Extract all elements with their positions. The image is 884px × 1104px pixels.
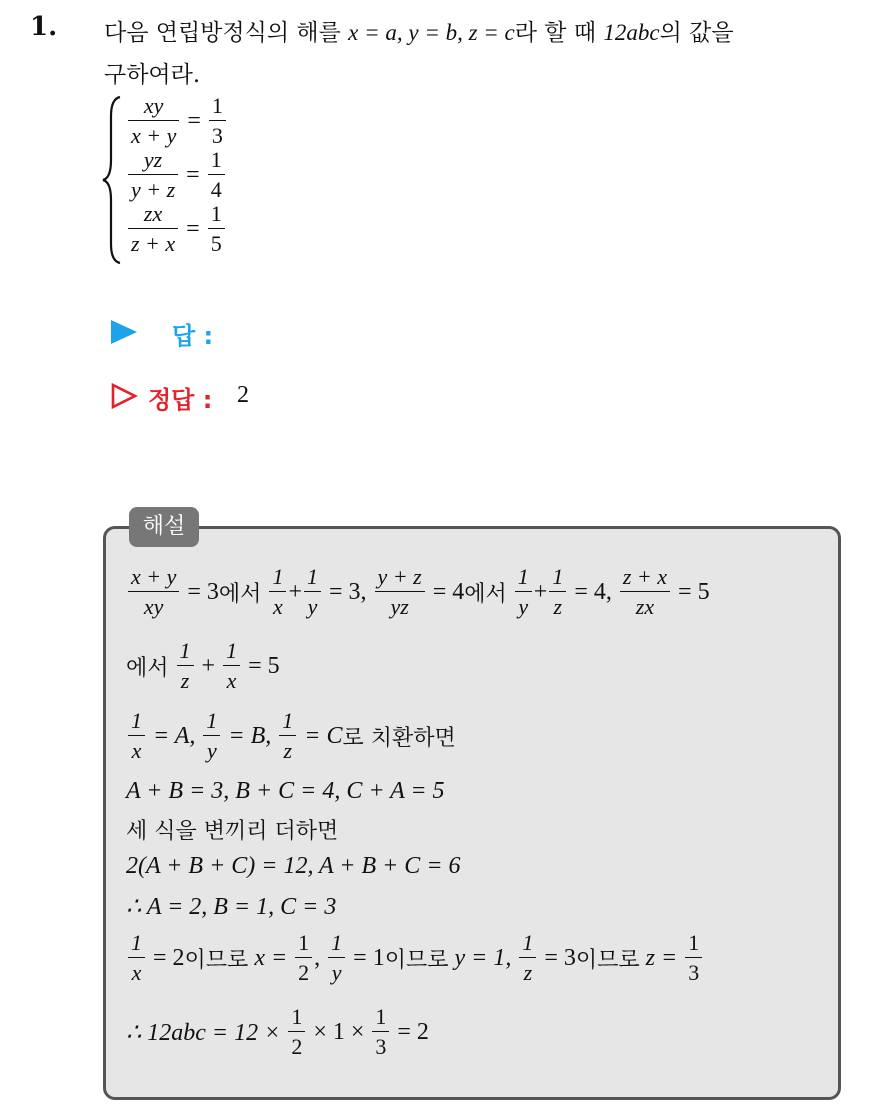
math-text: = 1: [353, 944, 385, 971]
fraction-denominator: 4: [208, 174, 225, 201]
explanation-line-1: [126, 566, 710, 618]
fraction-numerator: 1: [291, 1004, 303, 1029]
explanation-tag: 해설: [129, 507, 199, 547]
math-text: = 2: [397, 1018, 429, 1045]
fraction-numerator: z + x: [622, 564, 668, 589]
fraction-numerator: 1: [282, 708, 294, 733]
fraction-numerator: xy: [143, 93, 164, 118]
fraction-numerator: zx: [143, 201, 163, 226]
fraction-denominator: x: [269, 591, 286, 618]
fraction-denominator: y: [328, 957, 345, 984]
fraction-denominator: x: [128, 957, 145, 984]
fraction-denominator: x + y: [128, 120, 179, 147]
fraction-numerator: y + z: [377, 564, 422, 589]
fraction-denominator: 3: [372, 1031, 389, 1058]
explanation-line-7: ∴ A = 2, B = 1, C = 3: [126, 894, 337, 920]
fraction-denominator: 3: [685, 957, 702, 984]
fraction-numerator: 1: [688, 930, 700, 955]
korean-text: 이므로: [184, 947, 249, 973]
equation-row: $\frac{xy}{x + y}$ = $\frac{1}{3}$: [126, 94, 326, 148]
explanation-line-4: A + B = 3, B + C = 4, C + A = 5: [126, 778, 445, 804]
fraction-denominator: 5: [208, 228, 225, 255]
fraction-denominator: y + z: [128, 174, 178, 201]
math-text: = C: [304, 722, 343, 749]
fraction-denominator: y: [304, 591, 321, 618]
fraction-numerator: 1: [206, 708, 218, 733]
question-solution-vars: x = a, y = b, z = c: [348, 20, 515, 45]
math-text: = 3: [187, 578, 219, 605]
question-text: 라 할 때: [514, 20, 597, 46]
fraction-denominator: 2: [288, 1031, 305, 1058]
left-brace-icon: [100, 94, 126, 266]
fraction-numerator: 1: [331, 930, 343, 955]
fraction-denominator: 3: [209, 120, 226, 147]
fraction-numerator: 1: [131, 708, 142, 733]
fraction-denominator: y: [203, 735, 220, 762]
explanation-line-6: 2(A + B + C) = 12, A + B + C = 6: [126, 853, 461, 879]
explanation-line-8: [126, 932, 704, 984]
korean-text: 에서: [218, 581, 262, 607]
fraction-numerator: 1: [552, 564, 564, 589]
math-text: = 4: [432, 578, 465, 605]
question-expression: 12abc: [603, 20, 660, 45]
math-text: +: [201, 652, 216, 679]
fraction-numerator: 1: [226, 638, 238, 663]
korean-text: 이므로: [384, 947, 449, 973]
korean-text: 세 식을 변끼리 더하면: [126, 819, 339, 844]
fraction-denominator: zx: [620, 591, 670, 618]
equation-row: $\frac{yz}{y + z}$ = $\frac{1}{4}$: [126, 148, 326, 202]
fraction-numerator: 1: [517, 564, 529, 589]
fraction-denominator: z: [279, 735, 296, 762]
fraction-numerator: yz: [143, 147, 163, 172]
math-text: +: [533, 578, 548, 605]
solution-value: 2: [237, 382, 249, 408]
fraction-denominator: z: [177, 665, 194, 692]
fraction-numerator: 1: [306, 564, 318, 589]
solution-triangle-icon: [110, 382, 138, 410]
question-line-1: [104, 14, 734, 47]
korean-text: 이므로: [575, 947, 640, 973]
fraction-denominator: z: [549, 591, 566, 618]
math-text: = 5: [678, 578, 710, 605]
question-line-2: 구하여라.: [104, 62, 201, 88]
fraction-numerator: 1: [210, 147, 222, 172]
math-text: = 4,: [574, 578, 612, 605]
fraction-denominator: z: [519, 957, 536, 984]
fraction-denominator: x: [128, 735, 145, 762]
explanation-line-5: [126, 814, 338, 845]
math-text: y = 1,: [454, 944, 512, 971]
question-number: 1.: [30, 12, 58, 42]
fraction-denominator: x: [223, 665, 240, 692]
answer-triangle-icon: [111, 320, 137, 344]
question-text: 다음 연립방정식의 해를: [104, 20, 341, 46]
fraction-numerator: 1: [272, 564, 284, 589]
fraction-numerator: 1: [375, 1004, 387, 1029]
math-text: = A,: [153, 722, 196, 749]
fraction-denominator: xy: [128, 591, 179, 618]
math-text: × 1 ×: [313, 1018, 365, 1045]
korean-text: 로 치환하면: [342, 725, 456, 751]
math-text: +: [288, 578, 302, 605]
math-text: = 3: [544, 944, 576, 971]
explanation-line-9: [126, 1006, 429, 1058]
math-text: = 5: [248, 652, 280, 679]
fraction-numerator: 1: [179, 638, 191, 663]
equation-row: $\frac{zx}{z + x}$ = $\frac{1}{5}$: [126, 202, 326, 256]
math-text: ∴ 12abc = 12 ×: [126, 1019, 281, 1046]
answer-label: 답 :: [172, 322, 214, 350]
fraction-denominator: y: [515, 591, 532, 618]
question-text: 의 값을: [659, 20, 734, 46]
fraction-numerator: 1: [298, 930, 310, 955]
fraction-numerator: 1: [522, 930, 534, 955]
korean-text: 에서: [464, 581, 507, 607]
math-text: = 3,: [328, 578, 367, 605]
explanation-line-2: [126, 640, 280, 692]
explanation-line-3: [126, 710, 456, 762]
math-text: z =: [645, 944, 678, 971]
korean-text: 에서: [126, 655, 169, 681]
math-text: x =: [254, 944, 288, 971]
math-text: = B,: [228, 722, 272, 749]
math-text: ,: [314, 944, 321, 971]
fraction-numerator: 1: [211, 93, 223, 118]
fraction-numerator: 1: [210, 201, 222, 226]
fraction-denominator: yz: [375, 591, 425, 618]
math-text: = 2: [153, 944, 185, 971]
fraction-numerator: 1: [131, 930, 142, 955]
fraction-denominator: z + x: [128, 228, 178, 255]
fraction-numerator: x + y: [131, 564, 177, 589]
solution-label: 정답 :: [148, 386, 213, 414]
fraction-denominator: 2: [295, 957, 312, 984]
